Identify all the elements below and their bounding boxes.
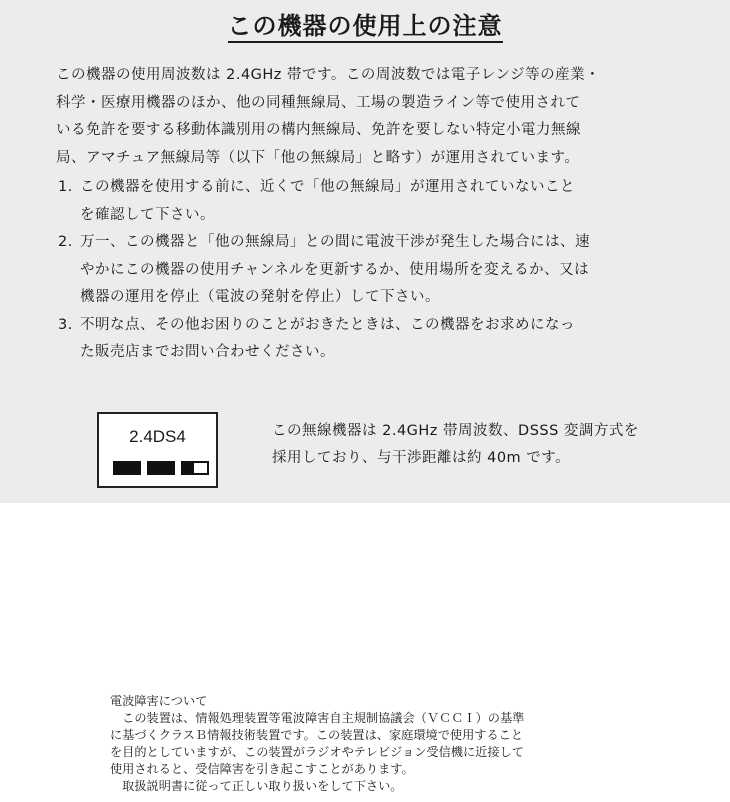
item-line: この機器を使用する前に、近くで「他の無線局」が運用されていないこと [80,179,575,195]
caution-item-2 [56,229,686,312]
caution-title [0,6,730,41]
vcci-notice [110,693,524,795]
caution-item-1 [56,174,686,229]
caution-title-text: この機器の使用上の注意 [228,12,503,43]
caution-intro [56,62,676,172]
item-line: た販売店までお問い合わせください。 [80,344,335,360]
intro-line: 科学・医療用機器のほか、他の同種無線局、工場の製造ライン等で使用されて [56,94,581,111]
badge-label: 2.4DS4 [129,427,186,446]
frequency-badge [97,412,218,488]
item-number: 3. [58,316,73,333]
vcci-line: この装置は、情報処理装置等電波障害自主規制協議会（ＶＣＣＩ）の基準 [110,711,525,725]
vcci-line: を目的としていますが、この装置がラジオやテレビジョン受信機に近接して [110,745,524,759]
item-line: 機器の運用を停止（電波の発射を停止）して下さい。 [80,289,440,305]
item-number: 1. [58,179,73,195]
item-line: を確認して下さい。 [80,206,215,223]
vcci-heading: 電波障害について [110,694,208,708]
badge-description-line: 採用しており、与干渉距離は約 40m です。 [272,450,571,466]
vcci-line: 取扱説明書に従って正しい取り扱いをして下さい。 [110,779,403,793]
item-line: やかにこの機器の使用チャンネルを更新するか、使用場所を変えるか、又は [80,261,590,278]
badge-bar-icon [147,461,175,475]
badge-half-bar-icon [181,461,209,475]
intro-line: 局、アマチュア無線局等（以下「他の無線局」と略す）が運用されています。 [56,149,580,166]
item-line: 万一、この機器と「他の無線局」との間に電波干渉が発生した場合には、速 [80,234,590,250]
vcci-line: に基づくクラスＢ情報技術装置です。この装置は、家庭環境で使用すること [110,728,524,742]
vcci-line: 使用されると、受信障害を引き起こすことがあります。 [110,762,414,776]
badge-description [272,418,639,472]
intro-line: いる免許を要する移動体識別用の構内無線局、免許を要しない特定小電力無線 [56,122,581,138]
intro-line: この機器の使用周波数は 2.4GHz 帯です。この周波数では電子レンジ等の産業・ [56,67,601,83]
badge-bar-icon [113,461,141,475]
item-line: 不明な点、その他お困りのことがおきたときは、この機器をお求めになっ [80,316,575,333]
caution-items [56,174,686,367]
caution-item-3 [56,312,686,367]
item-number: 2. [58,234,73,250]
badge-description-line: この無線機器は 2.4GHz 帯周波数、DSSS 変調方式を [272,423,639,439]
